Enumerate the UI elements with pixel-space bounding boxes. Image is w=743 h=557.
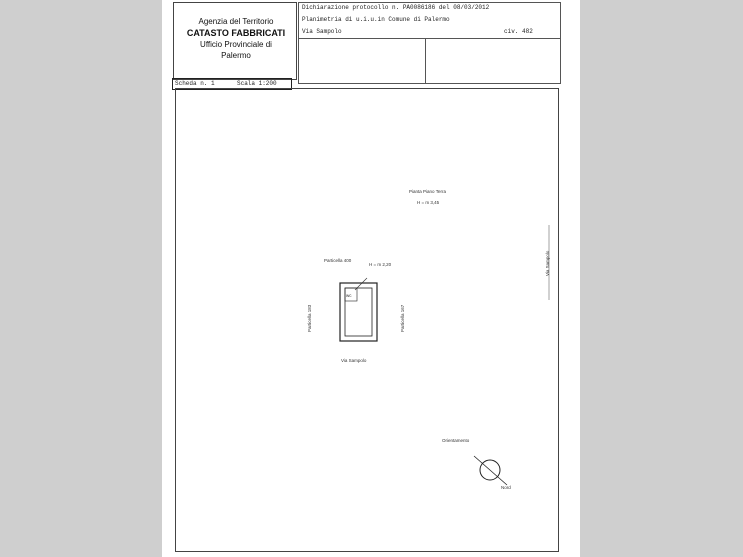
office-label: Ufficio Provinciale di (200, 40, 272, 49)
protocol-line: Dichiarazione protocollo n. PA0086186 del 08/03/2012 (302, 4, 490, 11)
scheda-label: Scheda n. 1 (175, 80, 215, 87)
street-label: Via Sampolo (341, 358, 367, 363)
particella-left: Particella 183 (307, 304, 312, 332)
agency-name: Agenzia del Territorio (198, 17, 274, 26)
plan-title: Pianta Piano Terra (409, 189, 446, 194)
orientation-label: Orientamento (442, 438, 470, 443)
particella-right: Particella 167 (400, 304, 405, 332)
floor-plan-drawing (162, 0, 580, 557)
main-height: H = m 3,45 (417, 200, 440, 205)
side-street-label: Via Sampolo (545, 250, 550, 276)
planimetria-line: Planimetria di u.i.u.in Comune di Palermo (302, 16, 450, 23)
north-label: Nord (501, 485, 511, 490)
particella-top: Particella 400 (324, 258, 352, 263)
address-line: Via Sampolo (302, 28, 342, 35)
city-label: Palermo (221, 51, 251, 60)
catasto-title: CATASTO FABBRICATI (186, 28, 286, 38)
document-page (162, 0, 580, 557)
scale-label: Scala 1:200 (237, 80, 277, 87)
wc-label: wc (346, 293, 352, 298)
room-outer-wall (340, 283, 377, 341)
room-height: H = m 2,20 (369, 262, 392, 267)
civic-number: civ. 482 (504, 28, 533, 35)
